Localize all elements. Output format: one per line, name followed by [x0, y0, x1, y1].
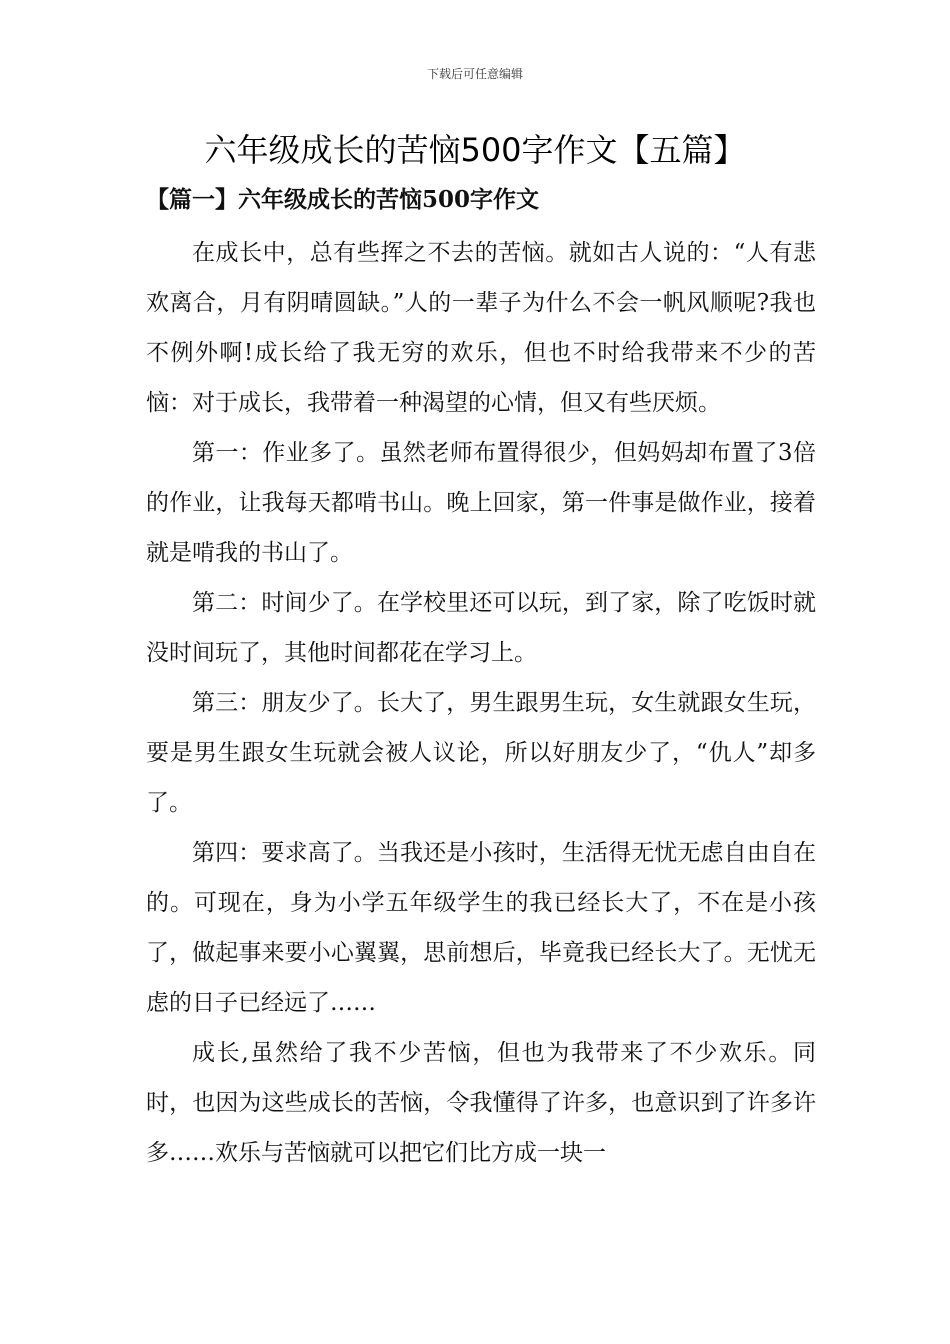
- paragraph-third-point: 第三：朋友少了。长大了，男生跟男生玩，女生就跟女生玩，要是男生跟女生玩就会被人议论，所以好朋友少了，“仇人”却多了。: [146, 690, 816, 816]
- document-title: 六年级成长的苦恼500字作文【五篇】: [204, 131, 746, 169]
- section-heading: 【篇一】六年级成长的苦恼500字作文: [146, 186, 540, 213]
- paragraph-intro: 在成长中，总有些挥之不去的苦恼。就如古人说的：“人有悲欢离合，月有阴晴圆缺。”人的一辈子为什么不会一帆风顺呢?我也不例外啊!成长给了我无穷的欢乐，但也不时给我带来不少的苦恼：对于成长，我带着一种渴望的心情，但又有些厌烦。: [146, 240, 816, 416]
- paragraph-second-point: 第二：时间少了。在学校里还可以玩，到了家，除了吃饭时就没时间玩了，其他时间都花在学习上。: [146, 590, 816, 666]
- paragraph-fourth-point: 第四：要求高了。当我还是小孩时，生活得无忧无虑自由自在的。可现在，身为小学五年级学生的我已经长大了，不在是小孩了，做起事来要小心翼翼，思前想后，毕竟我已经长大了。无忧无虑的日子已经远了……: [146, 840, 816, 1016]
- paragraph-conclusion: 成长,虽然给了我不少苦恼，但也为我带来了不少欢乐。同时，也因为这些成长的苦恼，令我懂得了许多，也意识到了许多许多……欢乐与苦恼就可以把它们比方成一块一: [146, 1040, 816, 1166]
- paragraph-first-point: 第一：作业多了。虽然老师布置得很少，但妈妈却布置了3倍的作业，让我每天都啃书山。晚上回家，第一件事是做作业，接着就是啃我的书山了。: [146, 440, 816, 566]
- page-header-note: 下载后可任意编辑: [426, 67, 523, 81]
- essay-body: [146, 228, 816, 1178]
